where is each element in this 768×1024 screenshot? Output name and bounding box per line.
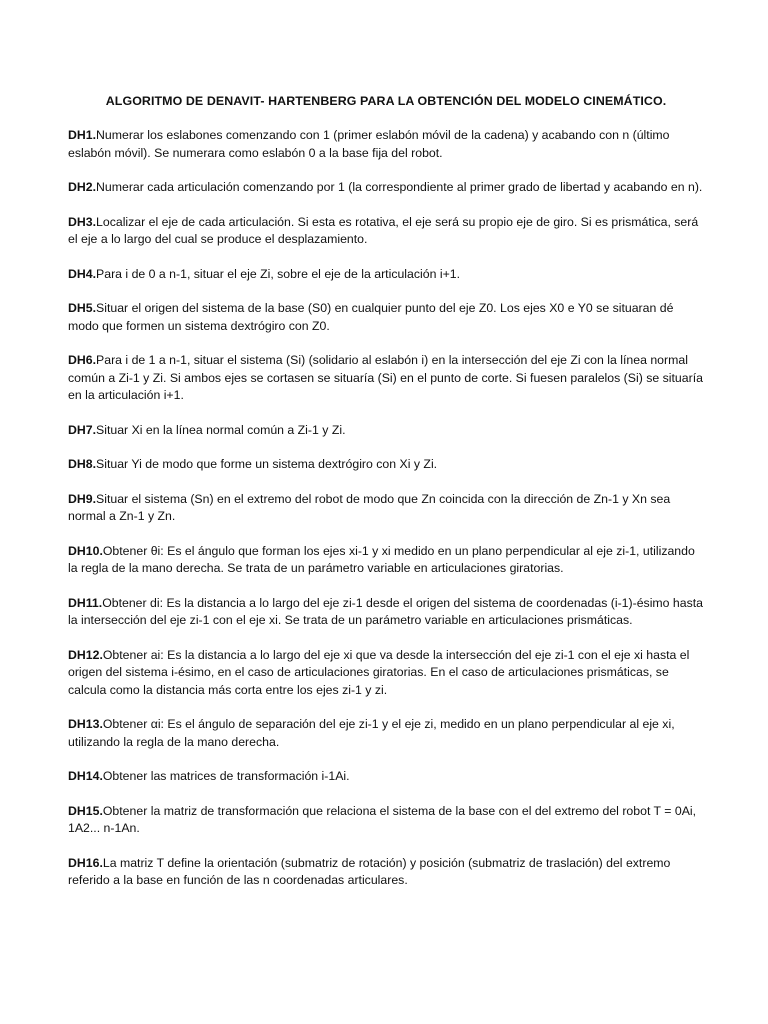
step-dh7: [68, 422, 704, 440]
step-label: DH7.: [68, 422, 97, 437]
step-dh1: [68, 127, 704, 162]
step-label: DH8.: [68, 457, 97, 471]
step-label: DH6.: [68, 353, 97, 367]
step-label: DH4.: [68, 266, 97, 281]
step-dh6: [68, 352, 704, 405]
step-label: DH2.: [68, 180, 97, 194]
step-text: Para i de 0 a n-1, situar el eje Zi, sobre el eje de la articulación i+1.: [96, 266, 461, 281]
document-title: ALGORITMO DE DENAVIT- HARTENBERG PARA LA OBTENCIÓN DEL MODELO CINEMÁTICO.: [105, 94, 667, 108]
step-dh9: [68, 491, 704, 526]
step-text: Situar Xi en la línea normal común a Zi-1 y Zi.: [96, 422, 346, 437]
step-text: Numerar los eslabones comenzando con 1 (primer eslabón móvil de la cadena) y acabando con n (último eslabón móvil). Se numerara como eslabón 0 a la base fija del robot.: [68, 128, 670, 160]
document-page: [68, 92, 704, 907]
step-label: DH3.: [68, 214, 97, 229]
step-label: DH15.: [68, 803, 103, 818]
step-dh10: [68, 543, 704, 578]
step-label: DH13.: [68, 717, 103, 731]
step-text: Situar el origen del sistema de la base (S0) en cualquier punto del eje Z0. Los ejes X0 e Y0 se situaran dé modo que formen un sistema dextrógiro con Z0.: [68, 301, 674, 333]
step-label: DH14.: [68, 769, 103, 783]
step-dh4: [68, 266, 704, 284]
step-text: Localizar el eje de cada articulación. Si esta es rotativa, el eje será su propio eje de giro. Si es prismática, será el eje a lo largo del cual se produce el desplazamiento.: [68, 214, 699, 246]
step-text: Obtener las matrices de transformación i-1Ai.: [102, 769, 350, 783]
step-text: Obtener θi: Es el ángulo que forman los ejes xi-1 y xi medido en un plano perpendicular al eje zi-1, utilizando la regla de la mano derecha. Se trata de un parámetro variable en articulaciones giratorias.: [68, 543, 695, 575]
step-label: DH1.: [68, 128, 97, 142]
step-text: Situar Yi de modo que forme un sistema dextrógiro con Xi y Zi.: [96, 457, 438, 471]
step-text: Obtener ai: Es la distancia a lo largo del eje xi que va desde la intersección del eje zi-1 con el eje xi hasta el origen del sistema i-ésimo, en el caso de articulaciones giratorias. En el caso de articulaciones prismáticas, se calcula como la distancia más corta entre los ejes zi-1 y zi.: [68, 647, 690, 697]
step-dh3: [68, 214, 704, 249]
step-dh8: [68, 456, 704, 474]
step-dh12: [68, 647, 704, 700]
step-text: Obtener αi: Es el ángulo de separación del eje zi-1 y el eje zi, medido en un plano perpendicular al eje xi, utilizando la regla de la mano derecha.: [68, 717, 675, 749]
step-label: DH9.: [68, 491, 97, 506]
step-dh16: [68, 855, 704, 890]
step-label: DH5.: [68, 301, 97, 315]
step-text: La matriz T define la orientación (submatriz de rotación) y posición (submatriz de traslación) del extremo referido a la base en función de las n coordenadas articulares.: [68, 855, 671, 887]
step-text: Situar el sistema (Sn) en el extremo del robot de modo que Zn coincida con la dirección de Zn-1 y Xn sea normal a Zn-1 y Zn.: [68, 491, 671, 523]
step-dh2: [68, 179, 704, 197]
step-dh11: [68, 595, 704, 630]
step-dh15: [68, 803, 704, 838]
step-label: DH10.: [68, 543, 103, 558]
step-text: Numerar cada articulación comenzando por 1 (la correspondiente al primer grado de libertad y acabando en n).: [96, 180, 703, 194]
step-dh5: [68, 300, 704, 335]
step-text: Para i de 1 a n-1, situar el sistema (Si) (solidario al eslabón i) en la intersección del eje Zi con la línea normal común a Zi-1 y Zi. Si ambos ejes se cortasen se situaría (Si) en el punto de corte. Si fuesen paralelos (Si) se situaría en la articulación i+1.: [68, 353, 703, 402]
step-text: Obtener la matriz de transformación que relaciona el sistema de la base con el del extremo del robot T = 0Ai, 1A2... n-1An.: [68, 803, 697, 835]
step-label: DH11.: [68, 595, 103, 610]
step-text: Obtener di: Es la distancia a lo largo del eje zi-1 desde el origen del sistema de coordenadas (i-1)-ésimo hasta la intersección del eje zi-1 con el eje xi. Se trata de un parámetro variable en articulaciones prismáticas.: [68, 595, 704, 627]
step-label: DH12.: [68, 647, 103, 662]
step-label: DH16.: [68, 855, 103, 870]
step-dh14: [68, 768, 704, 786]
step-dh13: [68, 716, 704, 751]
